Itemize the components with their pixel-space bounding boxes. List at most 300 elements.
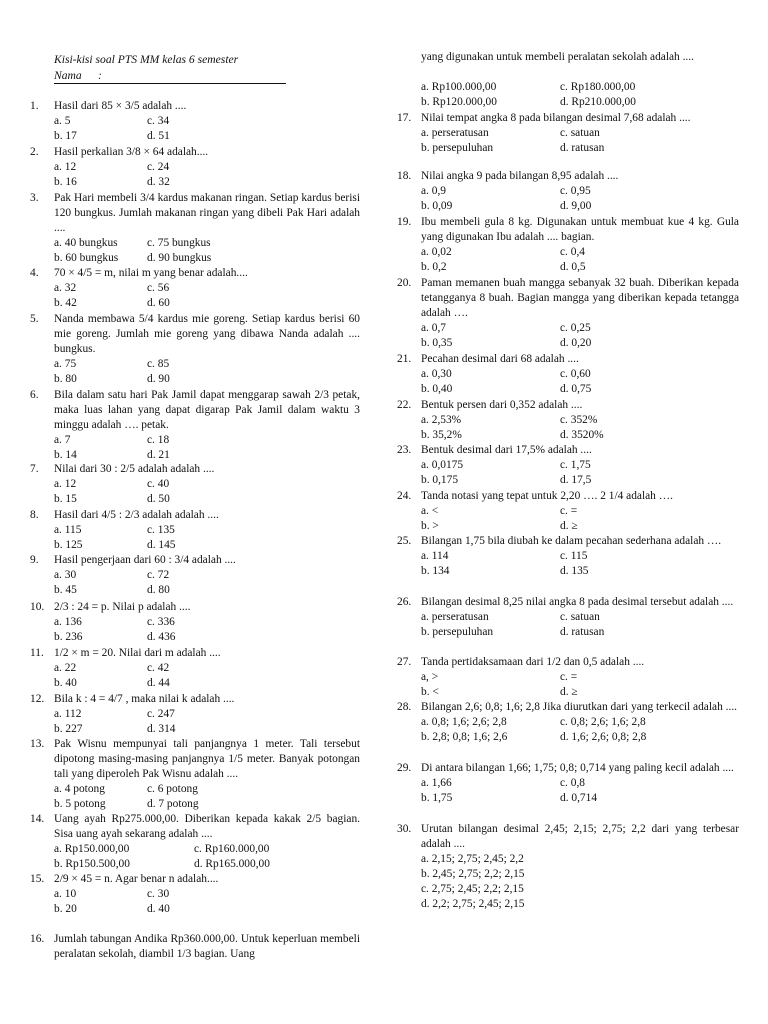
question-item (397, 489, 739, 534)
answer-option: b. 134 (421, 565, 450, 577)
answer-options (54, 707, 360, 737)
answer-option: b. 0,35 (421, 337, 453, 349)
question-text: Bilangan desimal 8,25 nilai angka 8 pada desimal tersebut adalah .... (421, 596, 734, 608)
answer-option: a. 2,15; 2,75; 2,45; 2,2 (421, 853, 524, 865)
question-item (397, 761, 739, 806)
answer-option: c. 24 (147, 161, 170, 173)
question-item (397, 398, 739, 443)
question-number: 27. (397, 656, 412, 668)
answer-option: d. 135 (560, 565, 589, 577)
answer-option: b. 17 (54, 130, 77, 142)
question-text: Pak Hari membeli 3/4 kardus makanan ringan. Setiap kardus berisi 120 bungkus. Jumlah makanan ringan yang dibeli Pak Hari adalah .... (54, 192, 360, 234)
question-text: Di antara bilangan 1,66; 1,75; 0,8; 0,714 yang paling kecil adalah .... (421, 762, 734, 774)
answer-option-row (421, 610, 739, 625)
answer-option: c. 0,95 (560, 185, 591, 197)
question-text: Urutan bilangan desimal 2,45; 2,15; 2,75; 2,2 dari yang terbesar adalah .... (421, 823, 739, 850)
question-item (397, 534, 739, 579)
answer-option: b. > (421, 520, 439, 532)
answer-option-row (421, 428, 739, 443)
question-number: 10. (30, 601, 45, 613)
answer-options (421, 852, 739, 912)
answer-option: d. 21 (147, 449, 170, 461)
answer-option: d. 0,75 (560, 383, 592, 395)
answer-option-row (421, 367, 739, 382)
answer-option: b. 45 (54, 584, 77, 596)
question-item (30, 312, 360, 387)
answer-option-row (54, 251, 360, 266)
answer-option: c. Rp160.000,00 (194, 843, 270, 855)
answer-options (421, 715, 739, 745)
answer-option: c. Rp180.000,00 (560, 81, 636, 93)
answer-option: a. 115 (54, 524, 82, 536)
answer-option: a. 12 (54, 161, 77, 173)
answer-option-row (54, 630, 360, 645)
question-item (397, 822, 739, 912)
answer-option: b. 236 (54, 631, 83, 643)
answer-options (421, 549, 739, 579)
answer-option: c. 18 (147, 434, 170, 446)
question-number: 26. (397, 596, 412, 608)
question-text: Nilai dari 30 : 2/5 adalah adalah .... (54, 463, 215, 475)
question-text: Bila dalam satu hari Pak Jamil dapat menggarap sawah 2/3 petak, maka luas lahan yang dapat digarap Pak Jamil dalam waktu 3 minggu adalah …. petak. (54, 389, 360, 431)
answer-options (421, 776, 739, 806)
answer-option: d. Rp210.000,00 (560, 96, 636, 108)
answer-options (54, 842, 360, 872)
question-number: 9. (30, 554, 39, 566)
answer-option: b. 0,175 (421, 474, 459, 486)
answer-option-row (54, 707, 360, 722)
answer-options (421, 184, 739, 214)
question-item (30, 812, 360, 872)
answer-option: b. 2,8; 0,8; 1,6; 2,6 (421, 731, 508, 743)
answer-option: b. 0,09 (421, 200, 453, 212)
question-number: 22. (397, 399, 412, 411)
question-item (397, 352, 739, 397)
answer-option: d. 2,2; 2,75; 2,45; 2,15 (421, 898, 525, 910)
answer-option: b. 40 (54, 677, 77, 689)
answer-option: b. persepuluhan (421, 626, 494, 638)
answer-option: b. 1,75 (421, 792, 453, 804)
answer-option: c. 56 (147, 282, 170, 294)
answer-option: c. 85 (147, 358, 170, 370)
answer-options (54, 433, 360, 463)
answer-option: d. 7 potong (147, 798, 199, 810)
answer-option: b. < (421, 686, 439, 698)
answer-option-row (54, 281, 360, 296)
answer-option: a. < (421, 505, 439, 517)
question-number: 18. (397, 170, 412, 182)
answer-option-row (421, 519, 739, 534)
question-text: Hasil dari 4/5 : 2/3 adalah adalah .... (54, 509, 219, 521)
question-text: Hasil pengerjaan dari 60 : 3/4 adalah .... (54, 554, 236, 566)
answer-option: a. 136 (54, 616, 82, 628)
answer-option-row (54, 568, 360, 583)
answer-option: d. ratusan (560, 142, 605, 154)
answer-option: a. 30 (54, 569, 77, 581)
answer-option-row (54, 175, 360, 190)
answer-option: b. 42 (54, 297, 77, 309)
answer-option: c. = (560, 505, 578, 517)
question-text: Bilangan 2,6; 0,8; 1,6; 2,8 Jika diurutkan dari yang terkecil adalah .... (421, 701, 738, 713)
answer-option-row (54, 433, 360, 448)
answer-option: c. 1,75 (560, 459, 591, 471)
question-text: Jumlah tabungan Andika Rp360.000,00. Untuk keperluan membeli peralatan sekolah, diambil 1/3 bagian. Uang (54, 933, 360, 960)
answer-option: a. 40 bungkus (54, 237, 118, 249)
answer-option: a. 114 (421, 550, 449, 562)
question-number: 11. (30, 647, 44, 659)
answer-option: d. 40 (147, 903, 170, 915)
question-item (397, 655, 739, 700)
question-number: 4. (30, 267, 39, 279)
answer-options (421, 367, 739, 397)
question-item (30, 737, 360, 812)
answer-option: d. 51 (147, 130, 170, 142)
question-item (397, 276, 739, 351)
answer-option: d. 145 (147, 539, 176, 551)
answer-option: d. 17,5 (560, 474, 592, 486)
answer-option-row (54, 492, 360, 507)
answer-option: b. 125 (54, 539, 83, 551)
question-text: Tanda notasi yang tepat untuk 2,20 …. 2 1/4 adalah …. (421, 490, 673, 502)
answer-option: b. 16 (54, 176, 77, 188)
answer-option: d. 44 (147, 677, 170, 689)
question-number: 12. (30, 693, 45, 705)
question-text: Uang ayah Rp275.000,00. Diberikan kepada kakak 2/5 bagian. Sisa uang ayah sekarang adalah .... (54, 813, 360, 840)
answer-options (54, 281, 360, 311)
answer-option: d. 80 (147, 584, 170, 596)
answer-option: a, > (421, 671, 439, 683)
worksheet-title: Kisi-kisi soal PTS MM kelas 6 semester (54, 53, 239, 66)
answer-option-row (54, 523, 360, 538)
question-item (30, 872, 360, 917)
answer-option: a. 0,8; 1,6; 2,6; 2,8 (421, 716, 507, 728)
name-label: Nama (54, 69, 82, 82)
answer-option: d. 3520% (560, 429, 604, 441)
answer-option: c. satuan (560, 611, 600, 623)
answer-options (54, 782, 360, 812)
question-item (30, 145, 360, 190)
answer-option-row (421, 199, 739, 214)
answer-option: d. 0,714 (560, 792, 598, 804)
answer-options (421, 610, 739, 640)
answer-option: b. 0,2 (421, 261, 447, 273)
answer-option: a. 75 (54, 358, 77, 370)
question-number: 2. (30, 146, 39, 158)
answer-options (421, 504, 739, 534)
answer-option: a. 112 (54, 708, 82, 720)
answer-options (54, 568, 360, 598)
question-item (397, 595, 739, 640)
answer-option: b. 35,2% (421, 429, 462, 441)
answer-option-row (54, 477, 360, 492)
question-text: 2/9 × 45 = n. Agar benar n adalah.... (54, 873, 219, 885)
question-text: Bila k : 4 = 4/7 , maka nilai k adalah .... (54, 693, 235, 705)
answer-option-row (421, 80, 636, 95)
answer-option-row (421, 458, 739, 473)
question-item (397, 169, 739, 214)
answer-option: c. 30 (147, 888, 170, 900)
question-number: 8. (30, 509, 39, 521)
answer-option-row (421, 776, 739, 791)
answer-option: b. 15 (54, 493, 77, 505)
answer-options (421, 413, 739, 443)
answer-options (421, 321, 739, 351)
question-text: Nanda membawa 5/4 kardus mie goreng. Setiap kardus berisi 60 mie goreng. Jumlah mie goreng yang dibawa Nanda adalah .... bungkus. (54, 313, 360, 355)
answer-option: a. 4 potong (54, 783, 105, 795)
question-16-continued: yang digunakan untuk membeli peralatan sekolah adalah .... (421, 51, 694, 63)
answer-option: a. 0,02 (421, 246, 452, 258)
question-item (30, 692, 360, 737)
question-text: 2/3 : 24 = p. Nilai p adalah .... (54, 601, 191, 613)
answer-option: c. 6 potong (147, 783, 198, 795)
question-text: Nilai tempat angka 8 pada bilangan desimal 7,68 adalah .... (421, 112, 691, 124)
answer-option: b. Rp150.500,00 (54, 858, 130, 870)
answer-option-row (54, 357, 360, 372)
answer-option-row (54, 160, 360, 175)
answer-option-row (54, 842, 360, 857)
answer-option-row (421, 260, 739, 275)
name-colon: : (98, 69, 102, 82)
answer-option: d. ≥ (560, 520, 578, 532)
answer-options (54, 236, 360, 266)
question-item (30, 646, 360, 691)
answer-option: c. 72 (147, 569, 170, 581)
question-item (397, 443, 739, 488)
answer-option: d. ratusan (560, 626, 605, 638)
answer-option-row (421, 625, 739, 640)
question-text: Ibu membeli gula 8 kg. Digunakan untuk membuat kue 4 kg. Gula yang digunakan Ibu adalah .... bagian. (421, 216, 739, 243)
answer-option: b. 2,45; 2,75; 2,2; 2,15 (421, 868, 525, 880)
answer-option-row (421, 504, 739, 519)
question-text: Bilangan 1,75 bila diubah ke dalam pecahan sederhana adalah …. (421, 535, 722, 547)
answer-option-row (54, 887, 360, 902)
answer-option: a. 32 (54, 282, 77, 294)
answer-option-row (54, 857, 360, 872)
answer-option: c. 0,8 (560, 777, 585, 789)
answer-option: d. ≥ (560, 686, 578, 698)
answer-option-row (421, 141, 739, 156)
answer-option: a. perseratusan (421, 127, 489, 139)
answer-option: a. 0,0175 (421, 459, 464, 471)
answer-option: c. 352% (560, 414, 598, 426)
answer-option: c. 34 (147, 115, 170, 127)
question-number: 7. (30, 463, 39, 475)
answer-option: a. 0,30 (421, 368, 452, 380)
answer-option-row (421, 549, 739, 564)
question-number: 24. (397, 490, 412, 502)
question-item (30, 462, 360, 507)
question-number: 23. (397, 444, 412, 456)
answer-option: a. 2,53% (421, 414, 462, 426)
answer-option: a. 1,66 (421, 777, 452, 789)
answer-options (421, 245, 739, 275)
answer-option-row (54, 676, 360, 691)
answer-option: c. 135 (147, 524, 175, 536)
answer-option-row (421, 245, 739, 260)
answer-option-row (54, 583, 360, 598)
answer-option-row (421, 126, 739, 141)
question-item (30, 99, 360, 144)
answer-option: b. 227 (54, 723, 83, 735)
answer-option: d. 60 (147, 297, 170, 309)
name-field (54, 68, 286, 84)
answer-option: b. 5 potong (54, 798, 106, 810)
answer-options (421, 670, 739, 700)
question-number: 19. (397, 216, 412, 228)
answer-option: d. 50 (147, 493, 170, 505)
question-text: 1/2 × m = 20. Nilai dari m adalah .... (54, 647, 221, 659)
answer-option: d. 90 (147, 373, 170, 385)
answer-option-row (421, 95, 636, 110)
answer-option-row (421, 413, 739, 428)
answer-option-row (421, 791, 739, 806)
answer-option: c. 42 (147, 662, 170, 674)
answer-option: b. 0,40 (421, 383, 453, 395)
answer-option-row (54, 129, 360, 144)
answer-options (421, 126, 739, 156)
question-number: 20. (397, 277, 412, 289)
question-number: 1. (30, 100, 39, 112)
answer-option: a. 5 (54, 115, 71, 127)
question-number: 28. (397, 701, 412, 713)
answer-option: c. 0,60 (560, 368, 591, 380)
answer-option: b. 60 bungkus (54, 252, 119, 264)
answer-option-row (54, 782, 360, 797)
question-number: 17. (397, 112, 412, 124)
answer-options (421, 80, 636, 110)
question-text: Bentuk persen dari 0,352 adalah .... (421, 399, 583, 411)
question-text: Hasil perkalian 3/8 × 64 adalah.... (54, 146, 209, 158)
question-number: 21. (397, 353, 412, 365)
answer-options (54, 477, 360, 507)
answer-options (54, 615, 360, 645)
answer-option: c. satuan (560, 127, 600, 139)
question-text: Hasil dari 85 × 3/5 adalah .... (54, 100, 187, 112)
question-item (397, 700, 739, 745)
answer-option: c. 336 (147, 616, 175, 628)
answer-option-row (421, 564, 739, 579)
answer-option: a. Rp100.000,00 (421, 81, 497, 93)
answer-options (54, 357, 360, 387)
answer-option: a. Rp150.000,00 (54, 843, 130, 855)
answer-option: c. 0,4 (560, 246, 585, 258)
answer-option-row (54, 236, 360, 251)
answer-option-row (421, 336, 739, 351)
answer-option: c. 0,8; 2,6; 1,6; 2,8 (560, 716, 646, 728)
answer-option: d. 9,00 (560, 200, 592, 212)
answer-option: b. 20 (54, 903, 77, 915)
question-item (30, 508, 360, 553)
answer-option: c. 40 (147, 478, 170, 490)
question-number: 14. (30, 813, 45, 825)
question-number: 3. (30, 192, 39, 204)
answer-option: b. Rp120.000,00 (421, 96, 497, 108)
answer-option-row (54, 902, 360, 917)
answer-option: c. 0,25 (560, 322, 591, 334)
answer-option: b. 80 (54, 373, 77, 385)
question-number: 30. (397, 823, 412, 835)
answer-options (54, 661, 360, 691)
answer-option: c. 247 (147, 708, 175, 720)
question-text: Pecahan desimal dari 68 adalah .... (421, 353, 579, 365)
answer-options (421, 458, 739, 488)
question-item (30, 388, 360, 463)
answer-options (54, 114, 360, 144)
answer-option: d. Rp165.000,00 (194, 858, 270, 870)
answer-option: d. 90 bungkus (147, 252, 212, 264)
answer-option-row (421, 670, 739, 685)
answer-option-row (421, 685, 739, 700)
answer-option-row (54, 296, 360, 311)
answer-option-row (421, 715, 739, 730)
answer-option: d. 32 (147, 176, 170, 188)
answer-option-row (421, 473, 739, 488)
answer-options (54, 887, 360, 917)
answer-option: b. persepuluhan (421, 142, 494, 154)
question-item (30, 553, 360, 598)
answer-option-row (54, 372, 360, 387)
question-text: Pak Wisnu mempunyai tali panjangnya 1 meter. Tali tersebut dipotong masing-masing panjangnya 1/5 meter. Banyak potongan tali yang diperoleh Pak Wisnu adalah .... (54, 738, 360, 780)
answer-option: d. 436 (147, 631, 176, 643)
question-number: 5. (30, 313, 39, 325)
question-number: 13. (30, 738, 45, 750)
answer-option-row (54, 661, 360, 676)
question-text: Paman memanen buah mangga sebanyak 32 buah. Diberikan kepada tetangganya 8 buah. Bagian mangga yang diberikan kepada tetangga adalah …. (421, 277, 739, 319)
answer-option: d. 1,6; 2,6; 0,8; 2,8 (560, 731, 647, 743)
answer-option: a. 7 (54, 434, 71, 446)
answer-option: c. 2,75; 2,45; 2,2; 2,15 (421, 883, 524, 895)
question-item (30, 932, 360, 962)
question-item (397, 215, 739, 275)
answer-option-row (54, 722, 360, 737)
answer-option: a. 22 (54, 662, 77, 674)
answer-option: d. 0,20 (560, 337, 592, 349)
question-number: 16. (30, 933, 45, 945)
question-text: 70 × 4/5 = m, nilai m yang benar adalah.... (54, 267, 248, 279)
question-item (30, 191, 360, 266)
answer-option-row (421, 730, 739, 745)
question-item (30, 266, 360, 311)
answer-option: c. 75 bungkus (147, 237, 211, 249)
answer-option: a. 0,7 (421, 322, 446, 334)
question-number: 6. (30, 389, 39, 401)
answer-options (54, 160, 360, 190)
question-text: Nilai angka 9 pada bilangan 8,95 adalah .... (421, 170, 619, 182)
answer-option-row (421, 382, 739, 397)
answer-option: c. 115 (560, 550, 588, 562)
answer-option-row (54, 538, 360, 553)
question-item (397, 111, 739, 156)
answer-option-row (54, 615, 360, 630)
answer-option: b. 14 (54, 449, 77, 461)
answer-option-row (54, 797, 360, 812)
question-text: Bentuk desimal dari 17,5% adalah .... (421, 444, 592, 456)
question-item (30, 600, 360, 645)
answer-option-row (54, 448, 360, 463)
answer-option: a. 12 (54, 478, 77, 490)
answer-option: a. perseratusan (421, 611, 489, 623)
answer-option: c. = (560, 671, 578, 683)
question-number: 25. (397, 535, 412, 547)
answer-option-row (54, 114, 360, 129)
answer-option: d. 314 (147, 723, 176, 735)
question-number: 29. (397, 762, 412, 774)
answer-option: a. 10 (54, 888, 77, 900)
answer-option-row (421, 184, 739, 199)
answer-options (54, 523, 360, 553)
question-text: Tanda pertidaksamaan dari 1/2 dan 0,5 adalah .... (421, 656, 645, 668)
answer-option: a. 0,9 (421, 185, 446, 197)
